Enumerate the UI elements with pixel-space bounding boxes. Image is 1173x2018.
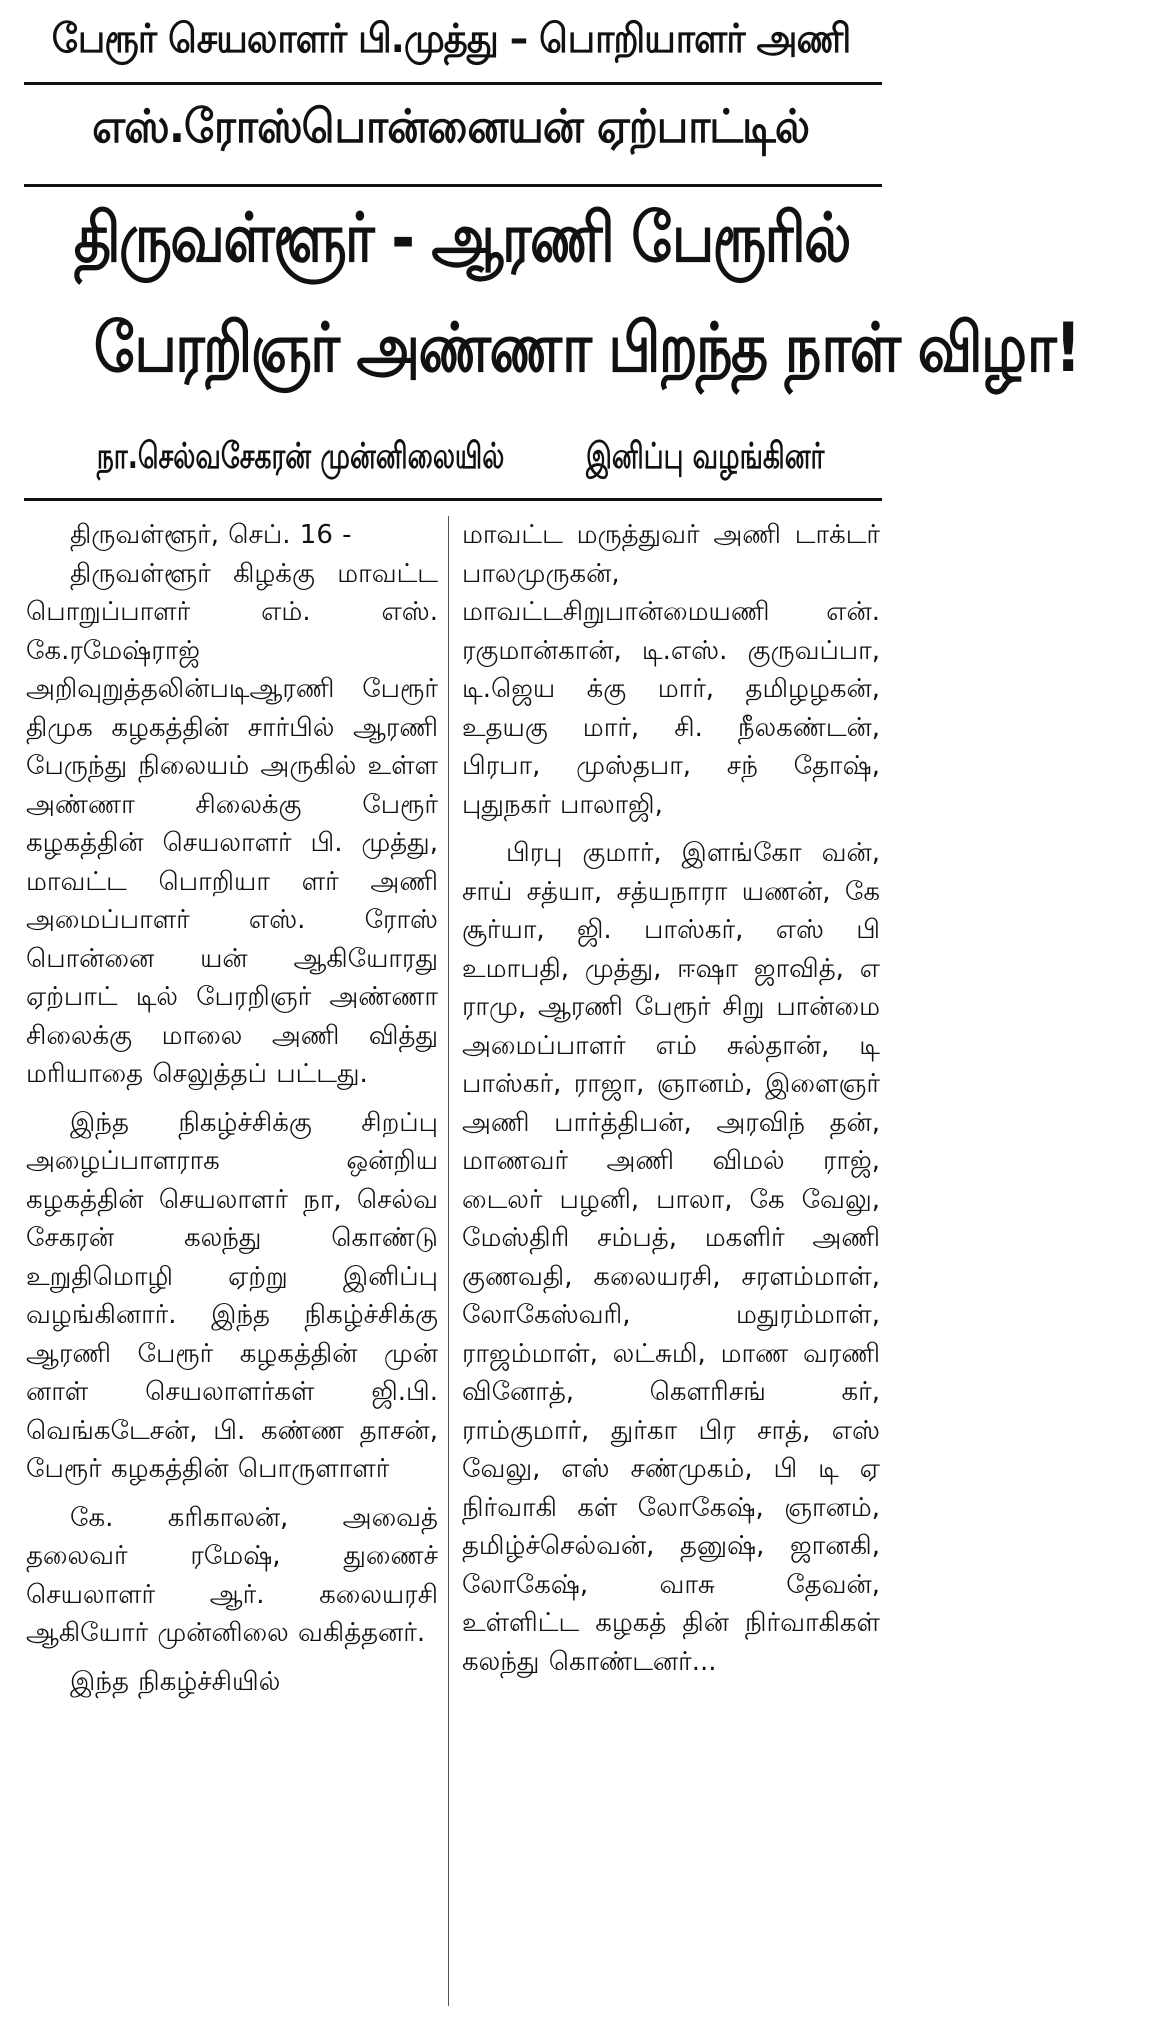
main-headline-line-1	[0, 196, 902, 282]
article-paragraph: இந்த நிகழ்ச்சிக்கு சிறப்பு அழைப்பாளராக ஒன்றிய கழகத்தின் செயலாளர் நா, செல்வ சேகரன் கலந்து கொண்டு உறுதிமொழி ஏற்று இனிப்பு வழங்கினார். இந்த நிகழ்ச்சிக்கு ஆரணி பேரூர் கழகத்தின் முன் னாள் செயலாளர்கள் ஜி.பி. வெங்கடேசன், பி. கண்ண தாசன், பேரூர் கழகத்தின் பொருளாளர்	[26, 1107, 438, 1484]
sub-headline-part-1: நா.செல்வசேகரன் முன்னிலையில்	[96, 436, 505, 477]
sub-headline-part-2: இனிப்பு வழங்கினர்	[586, 436, 825, 477]
article-paragraph: திருவள்ளூர் கிழக்கு மாவட்ட பொறுப்பாளர் எம். எஸ். கே.ரமேஷ்ராஜ் அறிவுறுத்தலின்படிஆரணி பேரூர் திமுக கழகத்தின் சார்பில் ஆரணி பேருந்து நிலையம் அருகில் உள்ள அண்ணா சிலைக்கு பேரூர் கழகத்தின் செயலாளர் பி. முத்து, மாவட்ட பொறியா ளர் அணி அமைப்பாளர் எஸ். ரோஸ் பொன்னை யன் ஆகியோரது ஏற்பாட் டில் பேரறிஞர் அண்ணா சிலைக்கு மாலை அணி வித்து மரியாதை செலுத்தப் பட்டது.	[26, 558, 438, 1089]
article-paragraph: பிரபு குமார், இளங்கோ வன், சாய் சத்யா, சத்யநாரா யணன், கே சூர்யா, ஜி. பாஸ்கர், எஸ் பி உமாபதி, முத்து, ஈஷா ஜாவித், எ ராமு, ஆரணி பேரூர் சிறு பான்மை அமைப்பாளர் எம் சுல்தான், டி பாஸ்கர், ராஜா, ஞானம், இளைஞர் அணி பார்த்திபன், அரவிந் தன், மாணவர் அணி விமல் ராஜ், டைலர் பழனி, பாலா, கே வேலு, மேஸ்திரி சம்பத், மகளிர் அணி குணவதி, கலையரசி, சரளம்மாள், லோகேஸ்வரி, மதுரம்மாள், ராஜம்மாள், லட்சுமி, மாண வரணி வினோத், கௌரிசங் கர், ராம்குமார், துர்கா பிர சாத், எஸ் வேலு, எஸ் சண்முகம், பி டி ஏ நிர்வாகி கள் லோகேஷ், ஞானம், தமிழ்ச்செல்வன், தனுஷ், ஜானகி, லோகேஷ், வாசு தேவன், உள்ளிட்ட கழகத் தின் நிர்வாகிகள் கலந்து கொண்டனர்...	[462, 838, 880, 1677]
kicker-line-2	[0, 96, 902, 156]
kicker-line-1-text: பேரூர் செயலாளர் பி.முத்து – பொறியாளர் அணி	[51, 16, 851, 62]
top-rule	[24, 82, 882, 85]
article-column-right	[462, 516, 880, 1691]
article-paragraph: இந்த நிகழ்ச்சியில்	[70, 1666, 281, 1697]
article-column-left	[26, 516, 438, 1711]
main-headline-line-1-text: திருவள்ளூர் - ஆரணி பேரூரில்	[73, 199, 850, 278]
dateline: திருவள்ளூர், செப். 16 -	[70, 520, 352, 550]
article-paragraph: கே. கரிகாலன், அவைத் தலைவர் ரமேஷ், துணைச் செயலாளர் ஆர். கலையரசி ஆகியோர் முன்னிலை வகித்தனர்.	[26, 1502, 438, 1648]
main-headline-line-2	[0, 306, 1080, 392]
kicker-line-1	[0, 14, 902, 64]
sub-headline	[0, 430, 902, 484]
middle-rule	[24, 184, 882, 187]
kicker-line-2-text: எஸ்.ரோஸ்பொன்னையன் ஏற்பாட்டில்	[92, 99, 810, 153]
article-paragraph: மாவட்ட மருத்துவர் அணி டாக்டர் பாலமுருகன், மாவட்டசிறுபான்மையணி என். ரகுமான்கான், டி.எஸ். குருவப்பா, டி.ஜெய க்கு மார், தமிழழகன், உதயகு மார், சி. நீலகண்டன், பிரபா, முஸ்தபா, சந் தோஷ், புதுநகர் பாலாஜி,	[462, 520, 880, 820]
main-headline-line-2-text: பேரறிஞர் அண்ணா பிறந்த நாள் விழா!	[93, 309, 1080, 388]
headline-bottom-rule	[24, 498, 882, 501]
column-divider	[448, 516, 449, 2006]
